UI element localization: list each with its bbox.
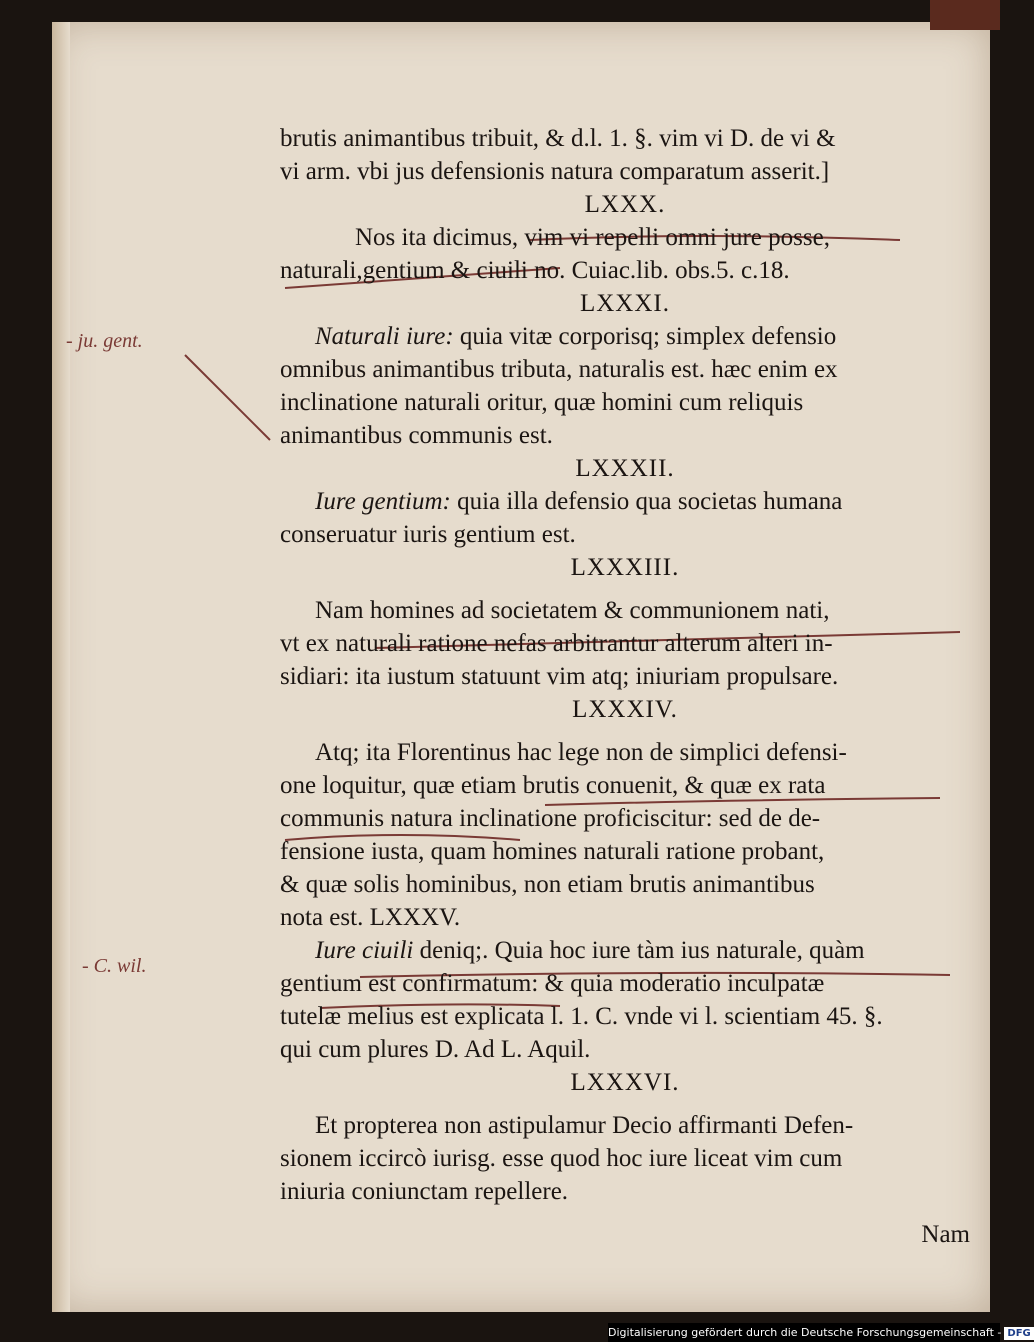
line-text: deniq;. Quia hoc iure tàm ius naturale, quàm: [413, 937, 865, 964]
text-line: [280, 155, 970, 188]
line-text: nota est. LXXXV.: [280, 904, 461, 931]
text-line: [280, 967, 970, 1000]
text-line: [280, 419, 970, 452]
italic-term: Iure gentium:: [315, 488, 451, 515]
text-line: [280, 122, 970, 155]
italic-term: Iure ciuili: [315, 937, 414, 964]
text-line: [280, 934, 970, 967]
text-line: [280, 518, 970, 551]
text-line: [280, 901, 970, 934]
section-numeral: [280, 1066, 970, 1099]
text-line: [280, 1218, 970, 1251]
text-line: [280, 1142, 970, 1175]
line-text: naturali,gentium & ciuili no. Cuiac.lib. obs.5. c.18.: [280, 257, 790, 284]
line-text: Nam homines ad societatem & communionem nati,: [315, 597, 830, 624]
line-text: sidiari: ita iustum statuunt vim atq; iniuriam propulsare.: [280, 663, 839, 690]
text-line: [280, 353, 970, 386]
text-line: [280, 221, 970, 254]
line-text: LXXX.: [584, 191, 666, 218]
line-text: Nam: [921, 1221, 970, 1248]
margin-note-ju-gent: - ju. gent.: [66, 330, 143, 352]
text-line: [280, 594, 970, 627]
line-text: LXXXIV.: [572, 696, 678, 723]
section-numeral: [280, 452, 970, 485]
line-text: vi arm. vbi jus defensionis natura comparatum asserit.]: [280, 158, 830, 185]
line-text: one loquitur, quæ etiam brutis conuenit, & quæ ex rata: [280, 772, 826, 799]
margin-stroke: [185, 355, 270, 440]
text-line: [280, 1000, 970, 1033]
line-text: animantibus communis est.: [280, 422, 553, 449]
line-text: sionem iccircò iurisg. esse quod hoc iure liceat vim cum: [280, 1145, 843, 1172]
line-text: LXXXVI.: [570, 1069, 680, 1096]
line-text: conseruatur iuris gentium est.: [280, 521, 576, 548]
text-line: [280, 868, 970, 901]
line-text: gentium est confirmatum: & quia moderatio inculpatæ: [280, 970, 825, 997]
text-line: [280, 1208, 970, 1218]
line-text: quia illa defensio qua societas humana: [450, 488, 843, 515]
text-line: [280, 1109, 970, 1142]
line-text: tutelæ melius est explicata l. 1. C. vnde vi l. scientiam 45. §.: [280, 1003, 883, 1030]
text-line: [280, 769, 970, 802]
text-line: [280, 485, 970, 518]
text-line: [280, 726, 970, 736]
line-text: LXXXI.: [579, 290, 670, 317]
line-text: vt ex naturali ratione nefas arbitrantur alterum alteri in-: [280, 630, 833, 657]
line-text: brutis animantibus tribuit, & d.l. 1. §. vim vi D. de vi &: [280, 125, 836, 152]
section-numeral: [280, 188, 970, 221]
footer-credit: [608, 1323, 1031, 1342]
line-text: communis natura inclinatione proficiscitur: sed de de-: [280, 805, 821, 832]
dfg-logo: DFG: [1004, 1327, 1033, 1340]
line-text: omnibus animantibus tributa, naturalis est. hæc enim ex: [280, 356, 838, 383]
text-line: [280, 802, 970, 835]
text-line: [280, 736, 970, 769]
text-line: [280, 1033, 970, 1066]
line-text: Nos ita dicimus, vim vi repelli omni jure posse,: [355, 224, 830, 251]
italic-term: Naturali iure:: [315, 323, 454, 350]
text-line: [280, 1099, 970, 1109]
line-text: Et propterea non astipulamur Decio affirmanti Defen-: [315, 1112, 854, 1139]
text-line: [280, 320, 970, 353]
line-text: fensione iusta, quam homines naturali ratione probant,: [280, 838, 825, 865]
line-text: qui cum plures D. Ad L. Aquil.: [280, 1036, 591, 1063]
line-text: inclinatione naturali oritur, quæ homini cum reliquis: [280, 389, 804, 416]
text-line: [280, 584, 970, 594]
text-line: [280, 835, 970, 868]
line-text: iniuria coniunctam repellere.: [280, 1178, 569, 1205]
text-line: [280, 627, 970, 660]
text-line: [280, 386, 970, 419]
text-line: [280, 660, 970, 693]
line-text: quia vitæ corporisq; simplex defensio: [453, 323, 837, 350]
section-numeral: [280, 551, 970, 584]
margin-note-c-wil: - C. wil.: [82, 955, 147, 977]
section-numeral: [280, 693, 970, 726]
line-text: Atq; ita Florentinus hac lege non de simplici defensi-: [315, 739, 847, 766]
line-text: LXXXIII.: [570, 554, 680, 581]
line-text: LXXXII.: [575, 455, 675, 482]
footer-text: Digitalisierung gefördert durch die Deutsche Forschungsgemeinschaft -: [608, 1326, 1002, 1339]
line-text: & quæ solis hominibus, non etiam brutis animantibus: [280, 871, 815, 898]
text-line: [280, 254, 970, 287]
section-numeral: [280, 287, 970, 320]
main-text-block: [280, 122, 970, 1251]
text-line: [280, 1175, 970, 1208]
